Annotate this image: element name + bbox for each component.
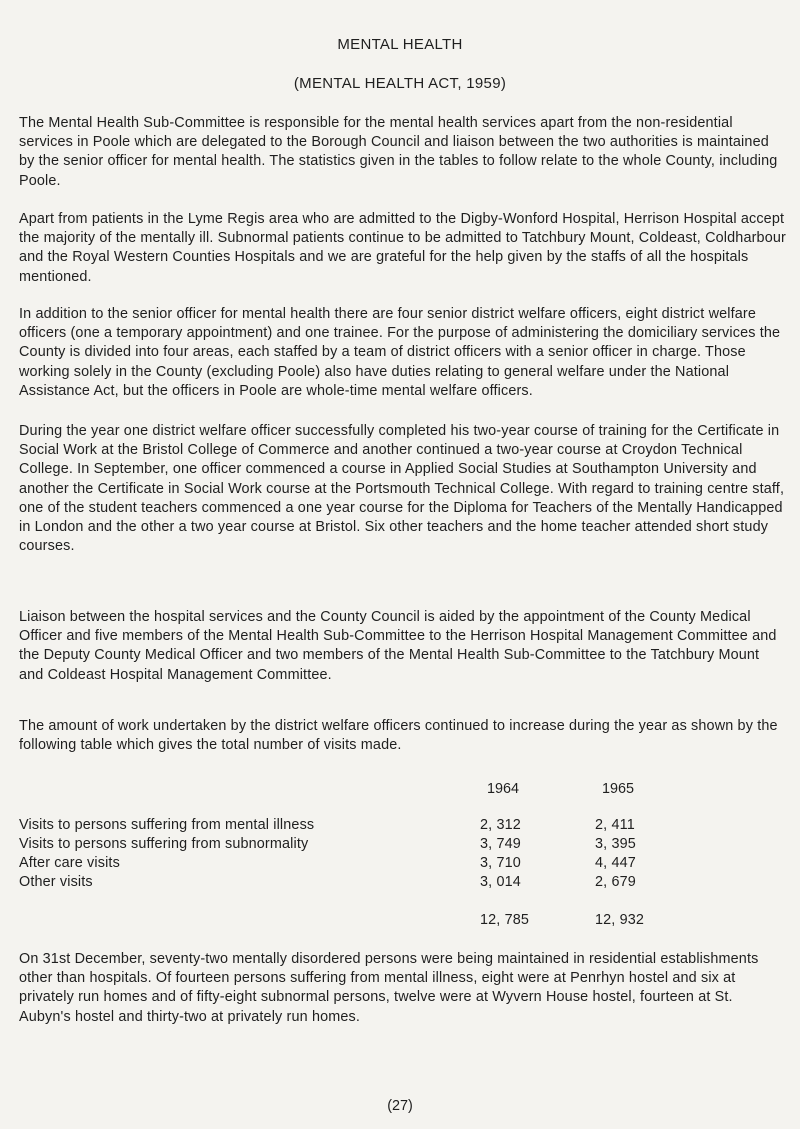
- value-1965: 4, 447: [595, 855, 636, 871]
- value-1964: 3, 014: [480, 874, 521, 890]
- table-row: [0, 836, 800, 856]
- page-subtitle: (MENTAL HEALTH ACT, 1959): [293, 75, 507, 92]
- table-row: [0, 855, 800, 875]
- total-1965: 12, 932: [595, 912, 645, 928]
- value-1965: 3, 395: [595, 836, 636, 852]
- paragraph: During the year one district welfare officer successfully completed his two-year course of training for the Certificate in Social Work at the Bristol College of Commerce and another continued a two-year course at Croydon Technical College. In September, one officer commenced a course in Applied Social Studies at Southampton University and another the Certificate in Social Work course at the Portsmouth Technical College. With regard to training centre staff, one of the student teachers commenced a one year course for the Diploma for Teachers of the Mentally Handicapped in London and the other a two year course at Bristol. Six other teachers and the home teacher attended short study courses.: [19, 423, 785, 555]
- row-label: After care visits: [19, 855, 120, 871]
- paragraph: On 31st December, seventy-two mentally disordered persons were being maintained in residential establishments other than hospitals. Of fourteen persons suffering from mental illness, eight were at Penrhyn hostel and six at privately run homes and of fifty-eight subnormal persons, twelve were at Wyvern House hostel, fourteen at St. Aubyn's hostel and thirty-two at privately run homes.: [19, 951, 759, 1025]
- table-total-row: [0, 912, 800, 932]
- paragraph: Liaison between the hospital services and the County Council is aided by the appointment of the County Medical Officer and five members of the Mental Health Sub-Committee to the Herrison Hospital Management Committee and the Deputy County Medical Officer and two members of the Mental Health Sub-Committee to the Tatchbury Mount and Coldeast Hospital Management Committee.: [19, 609, 777, 683]
- paragraph: Apart from patients in the Lyme Regis area who are admitted to the Digby-Wonford Hospital, Herrison Hospital accept the majority of the mentally ill. Subnormal patients continue to be admitted to Tatchbury Mount, Coldeast, Coldharbour and the Royal Western Counties Hospitals and we are grateful for the help given by the staffs of all the hospitals mentioned.: [19, 211, 786, 285]
- value-1964: 3, 749: [480, 836, 521, 852]
- paragraph: In addition to the senior officer for mental health there are four senior district welfare officers, eight district welfare officers (one a temporary appointment) and one trainee. For the purpose of administering the domiciliary services the County is divided into four areas, each staffed by a team of district officers with a senior officer in charge. Those working solely in the County (excluding Poole) also have duties relating to general welfare under the National Assistance Act, but the officers in Poole are whole-time mental welfare officers.: [19, 306, 781, 399]
- page-number: (27): [387, 1098, 413, 1114]
- row-label: Visits to persons suffering from subnormality: [19, 836, 309, 852]
- page-title: MENTAL HEALTH: [337, 36, 463, 53]
- row-label: Other visits: [19, 874, 93, 890]
- column-header-1964: 1964: [487, 781, 520, 797]
- value-1965: 2, 679: [595, 874, 636, 890]
- table-row: [0, 874, 800, 894]
- value-1964: 2, 312: [480, 817, 521, 833]
- paragraph: The Mental Health Sub-Committee is responsible for the mental health services apart from the non-residential services in Poole which are delegated to the Borough Council and liaison between the two authorities is maintained by the senior officer for mental health. The statistics given in the tables to follow relate to the whole County, including Poole.: [19, 115, 778, 189]
- value-1965: 2, 411: [595, 817, 635, 833]
- table-row: [0, 817, 800, 837]
- total-1964: 12, 785: [480, 912, 530, 928]
- row-label: Visits to persons suffering from mental illness: [19, 817, 315, 833]
- value-1964: 3, 710: [480, 855, 521, 871]
- paragraph: The amount of work undertaken by the district welfare officers continued to increase during the year as shown by the following table which gives the total number of visits made.: [19, 718, 778, 754]
- column-header-1965: 1965: [602, 781, 635, 797]
